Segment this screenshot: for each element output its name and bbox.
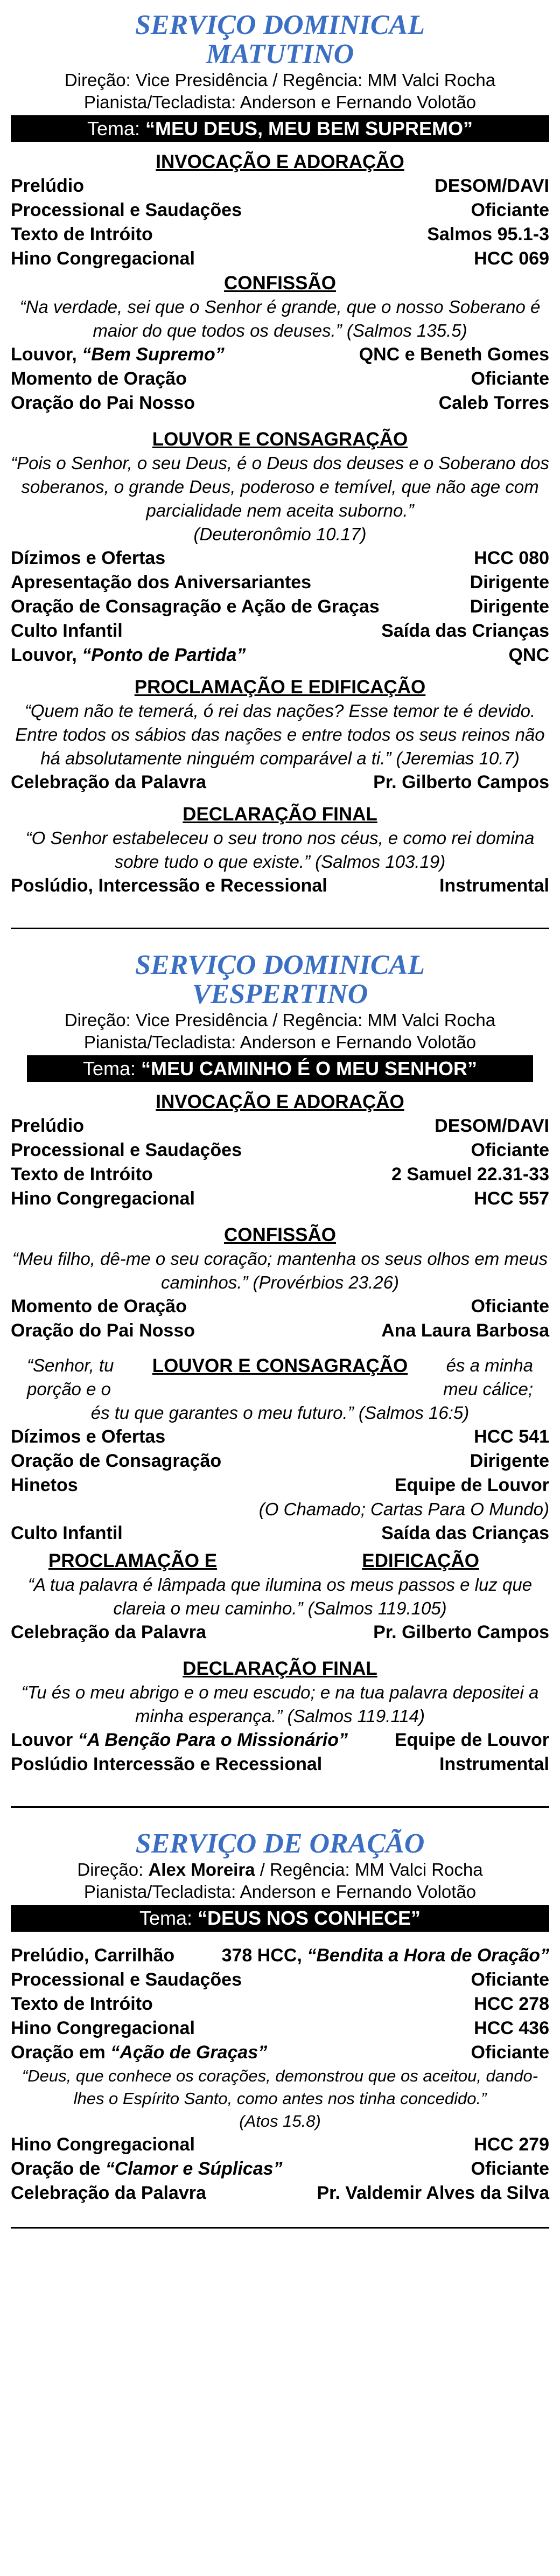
matutino-pianista: Pianista/Tecladista: Anderson e Fernando Volotão xyxy=(83,92,477,112)
matutino-title-line1: SERVIÇO DOMINICAL xyxy=(135,10,425,40)
program-row: Poslúdio Intercessão e Recessional Instrumental xyxy=(11,1754,549,1774)
program-row: Momento de Oração Oficiante xyxy=(11,1296,549,1317)
program-row: Louvor, “Bem Supremo” QNC e Beneth Gomes xyxy=(11,344,549,365)
program-row: Celebração da Palavra Pr. Gilberto Campos xyxy=(11,772,549,792)
vespertino-declaracao-heading: DECLARAÇÃO FINAL xyxy=(183,1658,377,1679)
program-row: Prelúdio DESOM/DAVI xyxy=(11,1116,549,1136)
program-row: Hino Congregacional HCC 436 xyxy=(11,2018,549,2038)
vespertino-tema: “MEU CAMINHO É O MEU SENHOR” xyxy=(141,1057,478,1080)
vespertino-proclamacao-heading: PROCLAMAÇÃO E EDIFICAÇÃO xyxy=(48,1550,479,1571)
program-row: Oração de “Clamor e Súplicas” Oficiante xyxy=(11,2159,549,2179)
program-row: Oração de Consagração e Ação de Graças Dirigente xyxy=(11,596,549,617)
vespertino-proc-quote: “A tua palavra é lâmpada que ilumina os meus passos e luz que clareia o meu caminho.” (Salmos 119.105) xyxy=(27,1575,533,1618)
program-row: Hino Congregacional HCC 557 xyxy=(11,1188,549,1209)
matutino-decl-quote: “O Senhor estabeleceu o seu trono nos céus, e como rei domina sobre tudo o que existe.” (Salmos 103.19) xyxy=(25,828,535,872)
program-row: Momento de Oração Oficiante xyxy=(11,368,549,389)
oracao-title: SERVIÇO DE ORAÇÃO xyxy=(135,1828,425,1859)
oracao-tema-bar xyxy=(11,1905,549,1932)
section-matutino xyxy=(11,11,549,898)
program-row: Oração em “Ação de Graças” Oficiante xyxy=(11,2042,549,2063)
section-divider xyxy=(11,1806,549,1808)
vespertino-tema-bar xyxy=(27,1055,533,1082)
matutino-tema: “MEU DEUS, MEU BEM SUPREMO” xyxy=(145,117,473,140)
program-row: Processional e Saudações Oficiante xyxy=(11,1969,549,1990)
matutino-direcao: Direção: Vice Presidência / Regência: MM Valci Rocha xyxy=(64,70,496,90)
program-row: Oração de Consagração Dirigente xyxy=(11,1451,549,1471)
vespertino-decl-quote: “Tu és o meu abrigo e o meu escudo; e na tua palavra depositei a minha esperança.” (Salmos 119.114) xyxy=(21,1682,539,1726)
vespertino-lc-quote-d: meu cálice; xyxy=(443,1379,533,1399)
matutino-invocacao-heading: INVOCAÇÃO E ADORAÇÃO xyxy=(156,151,404,172)
program-row: Celebração da Palavra Pr. Valdemir Alves da Silva xyxy=(11,2183,549,2203)
vespertino-lc-quote-a: “Senhor, tu xyxy=(27,1355,114,1375)
oracao-pianista: Pianista/Tecladista: Anderson e Fernando Volotão xyxy=(83,1882,477,1902)
program-row: Oração do Pai Nosso Caleb Torres xyxy=(11,393,549,413)
program-row: Apresentação dos Aniversariantes Dirigente xyxy=(11,572,549,593)
vespertino-confissao-heading: CONFISSÃO xyxy=(223,1224,337,1245)
program-row: Texto de Intróito 2 Samuel 22.31-33 xyxy=(11,1164,549,1185)
section-vespertino xyxy=(11,951,549,1777)
section-divider xyxy=(11,928,549,929)
program-row: Oração do Pai Nosso Ana Laura Barbosa xyxy=(11,1320,549,1341)
oracao-direcao: Direção: Alex Moreira / Regência: MM Valci Rocha xyxy=(77,1860,483,1879)
program-row: Dízimos e Ofertas HCC 541 xyxy=(11,1426,549,1447)
program-row: Celebração da Palavra Pr. Gilberto Campos xyxy=(11,1622,549,1642)
program-row: Prelúdio DESOM/DAVI xyxy=(11,176,549,196)
matutino-lc-ref: (Deuteronômio 10.17) xyxy=(193,524,367,544)
matutino-declaracao-heading: DECLARAÇÃO FINAL xyxy=(183,804,377,825)
program-row: Dízimos e Ofertas HCC 080 xyxy=(11,548,549,568)
matutino-confissao-heading: CONFISSÃO xyxy=(223,273,337,294)
matutino-louvor-consagracao-heading: LOUVOR E CONSAGRAÇÃO xyxy=(152,429,408,450)
vespertino-hinetos-note: (O Chamado; Cartas Para O Mundo) xyxy=(258,1499,549,1519)
vespertino-confissao-quote: “Meu filho, dê-me o seu coração; mantenha os seus olhos em meus caminhos.” (Provérbios 23.26) xyxy=(12,1249,548,1292)
program-row: Louvor, “Ponto de Partida” QNC xyxy=(11,645,549,665)
program-row: Prelúdio, Carrilhão 378 HCC, “Bendita a Hora de Oração” xyxy=(11,1945,549,1966)
vespertino-louvor-block xyxy=(11,1354,549,1401)
vespertino-louvor-consagracao-heading: LOUVOR E CONSAGRAÇÃO xyxy=(11,1354,549,1378)
section-divider xyxy=(11,2227,549,2229)
program-row: Texto de Intróito Salmos 95.1-3 xyxy=(11,224,549,245)
vespertino-title-line2: VESPERTINO xyxy=(192,979,368,1009)
oracao-tema-label: Tema: xyxy=(139,1907,192,1929)
program-row: Texto de Intróito HCC 278 xyxy=(11,1994,549,2014)
program-row: Hinetos Equipe de Louvor xyxy=(11,1475,549,1495)
vespertino-lc-quote-b: és a minha xyxy=(446,1355,533,1375)
vespertino-tema-label: Tema: xyxy=(82,1057,136,1080)
program-row: Processional e Saudações Oficiante xyxy=(11,200,549,220)
program-row: Processional e Saudações Oficiante xyxy=(11,1140,549,1160)
program-row: Poslúdio, Intercessão e Recessional Instrumental xyxy=(11,875,549,896)
program-row: Culto Infantil Saída das Crianças xyxy=(11,621,549,641)
program-row: Culto Infantil Saída das Crianças xyxy=(11,1523,549,1543)
vespertino-title-line1: SERVIÇO DOMINICAL xyxy=(135,950,425,980)
vespertino-invocacao-heading: INVOCAÇÃO E ADORAÇÃO xyxy=(156,1091,404,1112)
section-oracao xyxy=(11,1829,549,2205)
matutino-lc-quote: “Pois o Senhor, o seu Deus, é o Deus dos deuses e o Soberano dos soberanos, o grande Deus, poderoso e temível, que não age com parcialidade nem aceita suborno.” xyxy=(11,453,549,520)
oracao-quote: “Deus, que conhece os corações, demonstrou que os aceitou, dando-lhes o Espírito Santo, como antes nos tinha concedido.” xyxy=(22,2066,538,2108)
program-row: Louvor “A Benção Para o Missionário” Equipe de Louvor xyxy=(11,1730,549,1750)
program-row: Hino Congregacional HCC 279 xyxy=(11,2134,549,2155)
oracao-tema: “DEUS NOS CONHECE” xyxy=(198,1907,421,1929)
bulletin-page xyxy=(11,0,549,2229)
vespertino-lc-quote-e: és tu que garantes o meu futuro.” (Salmos 16:5) xyxy=(90,1403,470,1423)
vespertino-direcao: Direção: Vice Presidência / Regência: MM Valci Rocha xyxy=(64,1010,496,1030)
matutino-tema-bar xyxy=(11,115,549,142)
oracao-quote-ref: (Atos 15.8) xyxy=(239,2112,321,2131)
program-row: Hino Congregacional HCC 069 xyxy=(11,248,549,269)
matutino-proclamacao-heading: PROCLAMAÇÃO E EDIFICAÇÃO xyxy=(134,677,426,698)
matutino-tema-label: Tema: xyxy=(87,117,140,140)
matutino-title-line2: MATUTINO xyxy=(206,39,354,69)
vespertino-pianista: Pianista/Tecladista: Anderson e Fernando Volotão xyxy=(83,1032,477,1052)
matutino-proc-quote: “Quem não te temerá, ó rei das nações? Esse temor te é devido. Entre todos os sábios das nações e entre todos os seus reinos não há absolutamente ninguém comparável a ti.” (Jeremias 10.7) xyxy=(15,701,545,768)
vespertino-lc-quote-c: porção e o xyxy=(27,1379,111,1399)
matutino-confissao-quote: “Na verdade, sei que o Senhor é grande, que o nosso Soberano é maior do que todos os deuses.” (Salmos 135.5) xyxy=(19,297,541,340)
